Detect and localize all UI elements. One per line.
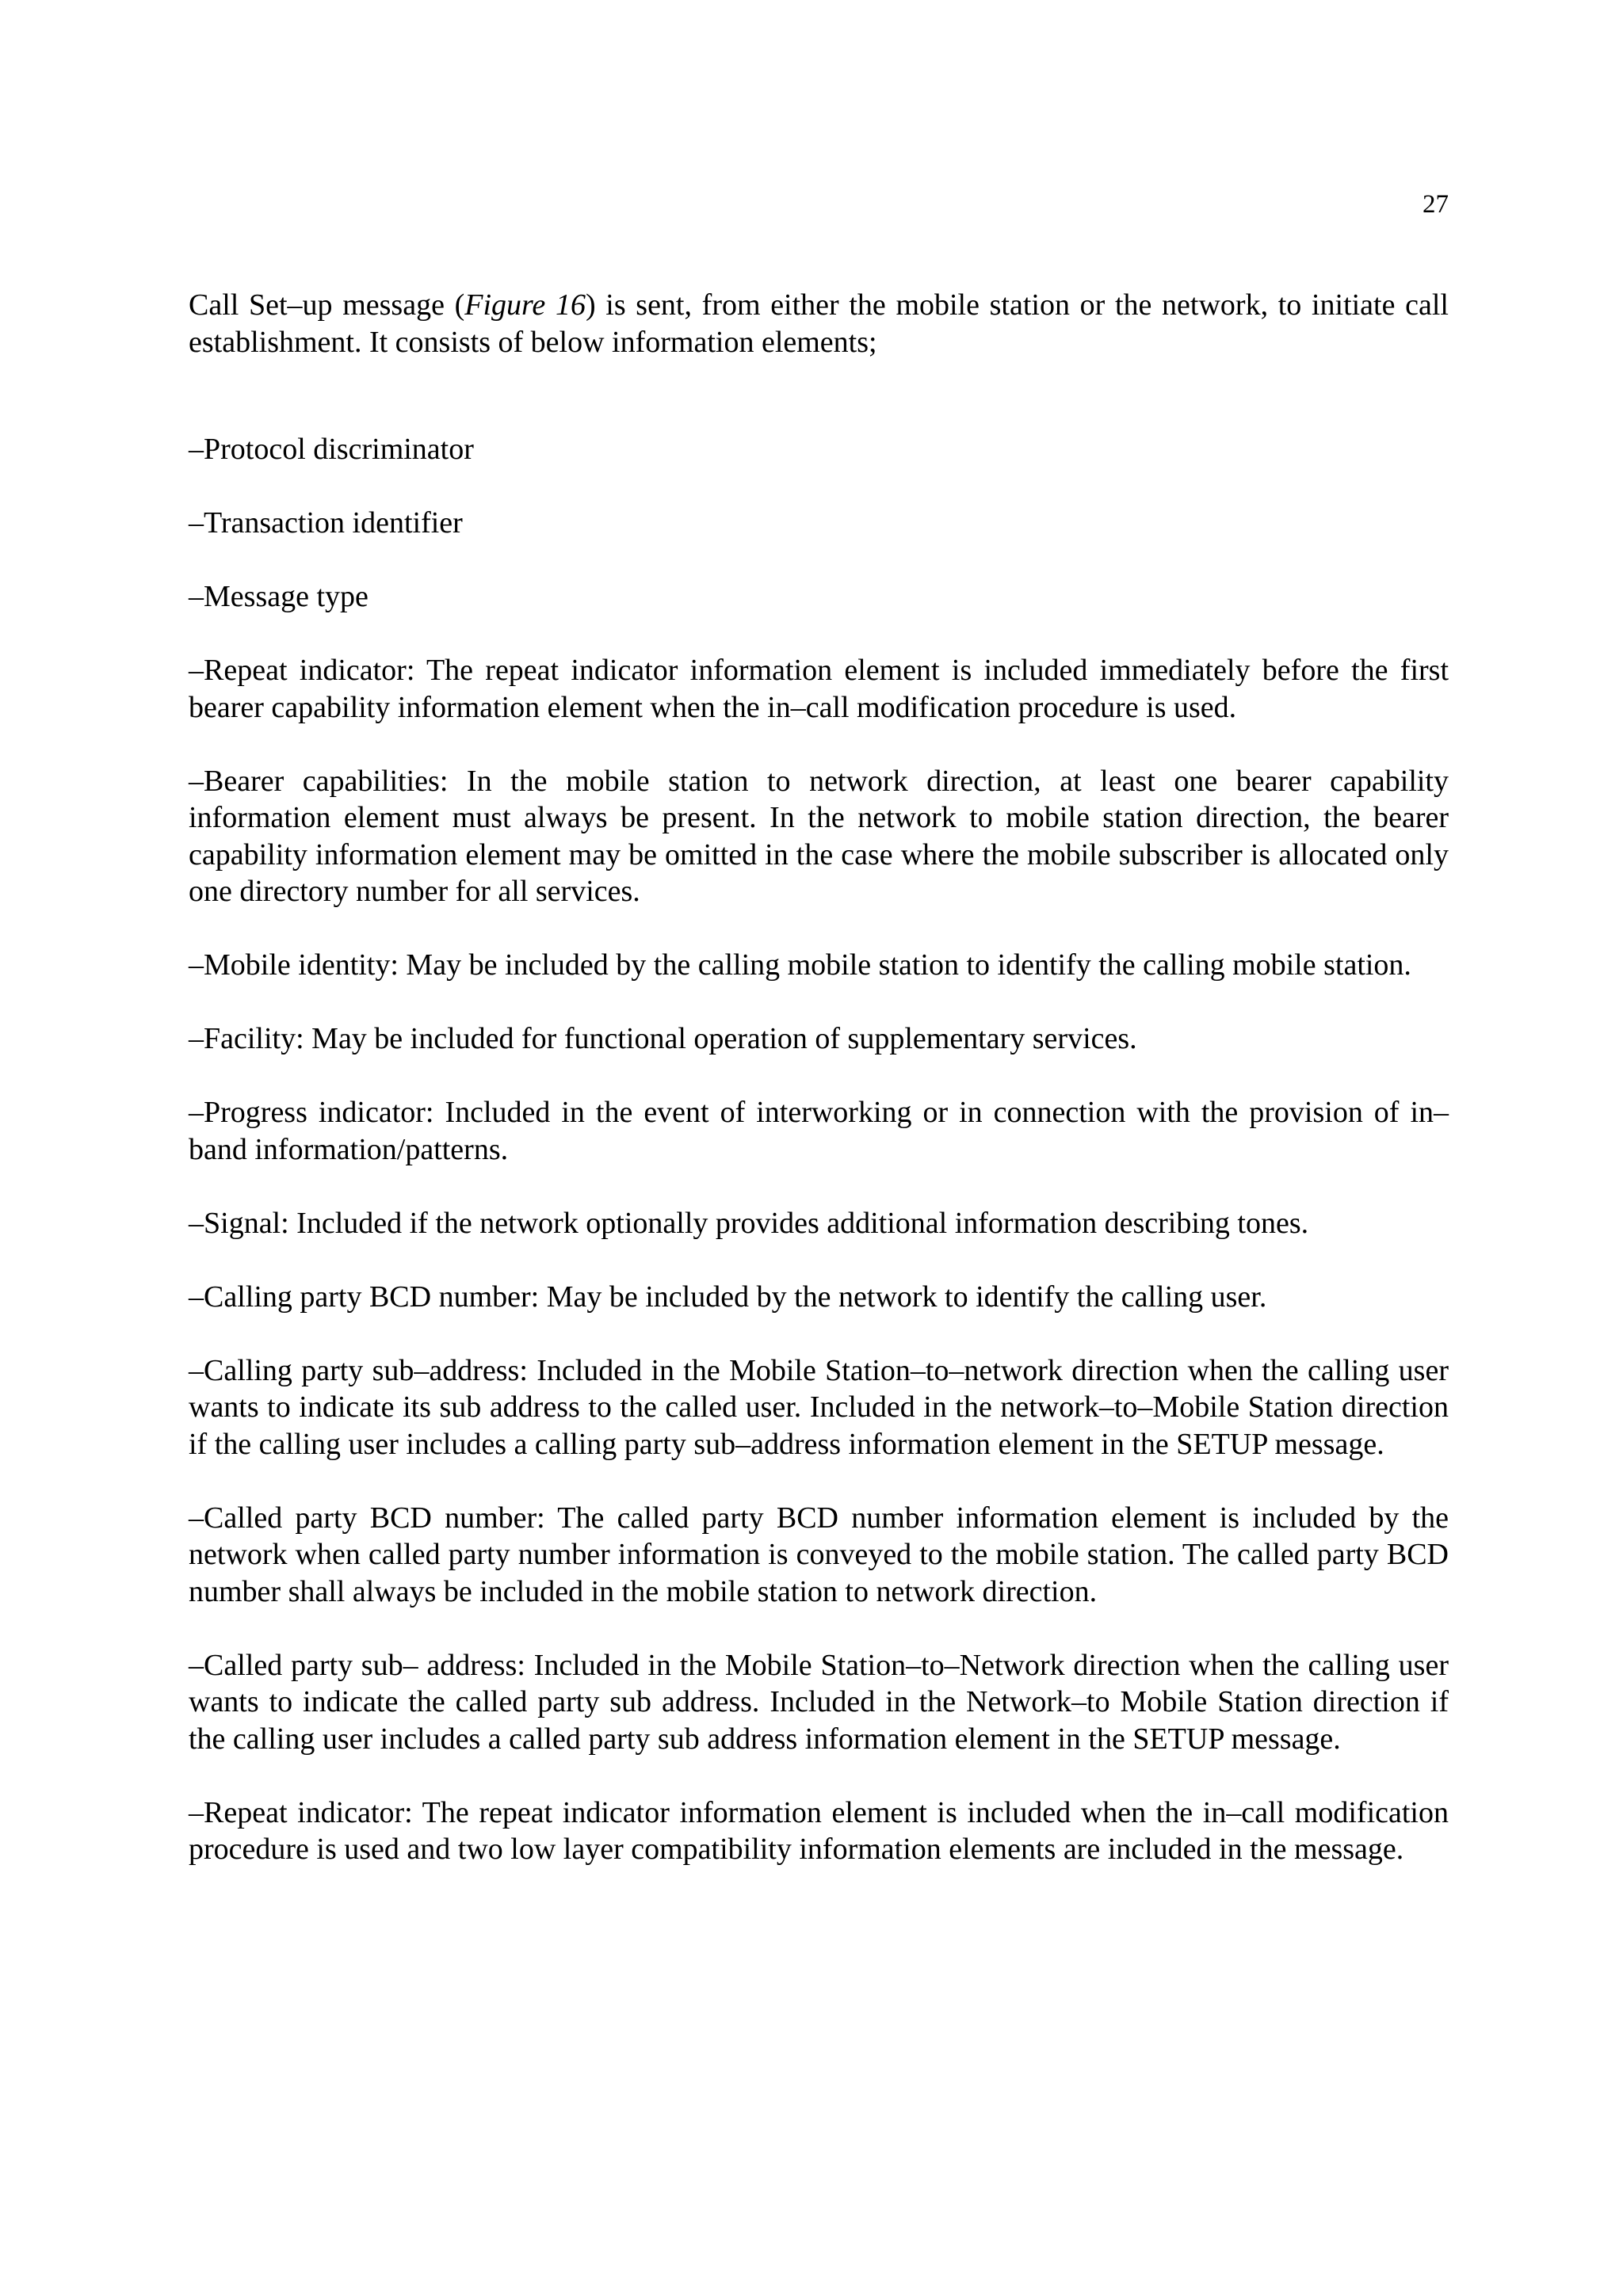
information-element-list [189,431,1449,1868]
element-protocol-discriminator: –Protocol discriminator [189,433,474,466]
element-facility: –Facility: May be included for functional operation of supplementary services. [189,1022,1137,1055]
element-mobile-identity: –Mobile identity: May be included by the calling mobile station to identify the calling mobile station. [189,948,1411,982]
page-number: 27 [1423,190,1449,219]
element-called-party-bcd-number: –Called party BCD number: The called party BCD number information element is included by the network when called party number information is conveyed to the mobile station. The called party BCD number shall always be included in the mobile station to network direction. [189,1501,1449,1608]
element-called-party-sub-address: –Called party sub– address: Included in the Mobile Station–to–Network direction when the calling user wants to indicate the called party sub address. Included in the Network–to Mobile Station direction if the calling user includes a called party sub address information element in the SETUP message. [189,1648,1449,1756]
figure-reference: Figure 16 [464,288,586,322]
intro-text-after-ref: ) is sent, from either the mobile station or the network, to initiate call establishment. It consists of below information elements; [189,288,1449,359]
element-repeat-indicator-2: –Repeat indicator: The repeat indicator information element is included when the in–call modification procedure is used and two low layer compatibility information elements are included in the message. [189,1795,1449,1866]
element-transaction-identifier: –Transaction identifier [189,506,463,540]
element-repeat-indicator-1: –Repeat indicator: The repeat indicator information element is included immediately before the first bearer capability information element when the in–call modification procedure is used. [189,654,1449,724]
element-calling-party-sub-address: –Calling party sub–address: Included in the Mobile Station–to–network direction when the calling user wants to indicate its sub address to the called user. Included in the network–to–Mobile Station direction if the calling user includes a calling party sub–address information element in the SETUP message. [189,1353,1449,1461]
element-calling-party-bcd-number: –Calling party BCD number: May be included by the network to identify the calling user. [189,1280,1267,1314]
intro-text-before-ref: Call Set–up message ( [189,288,465,322]
intro-paragraph [189,287,1449,360]
element-message-type: –Message type [189,580,369,613]
element-progress-indicator: –Progress indicator: Included in the event of interworking or in connection with the provision of in–band information/patterns. [189,1096,1449,1166]
element-signal: –Signal: Included if the network optionally provides additional information describing tones. [189,1206,1309,1240]
document-body [189,287,1449,1868]
element-bearer-capabilities: –Bearer capabilities: In the mobile station to network direction, at least one bearer capability information element must always be present. In the network to mobile station direction, the bearer capability information element may be omitted in the case where the mobile subscriber is allocated only one directory number for all services. [189,764,1449,908]
